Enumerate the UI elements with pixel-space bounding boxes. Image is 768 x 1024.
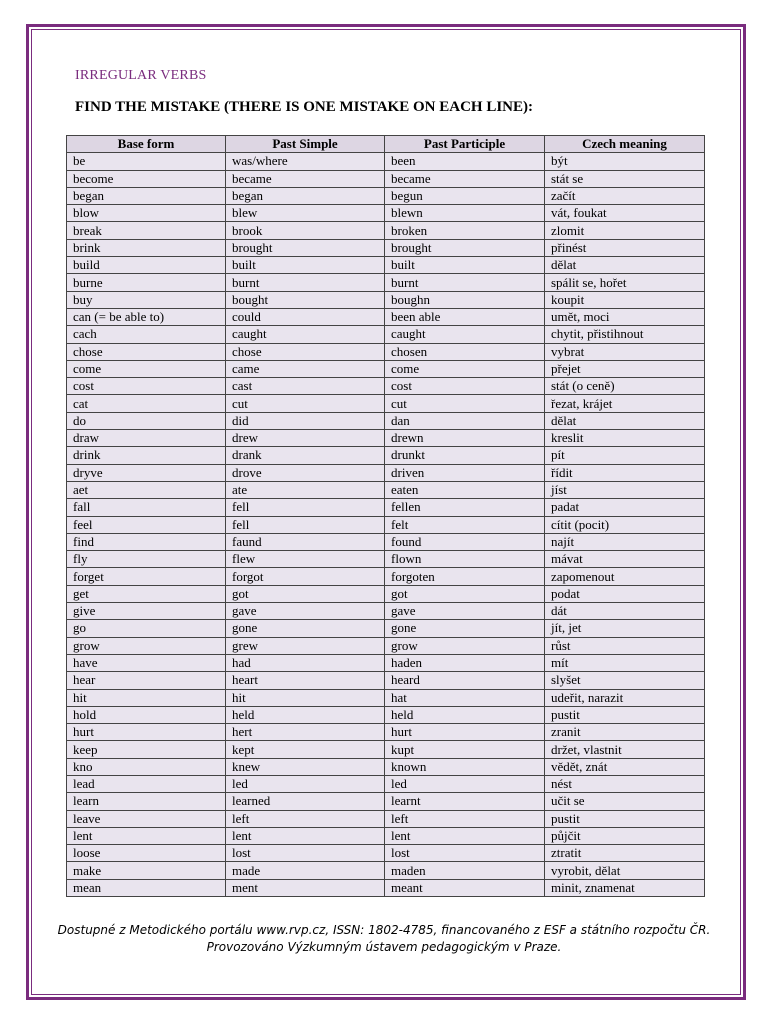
cell-base-form: fly — [67, 551, 226, 568]
cell-czech-meaning: držet, vlastnit — [545, 741, 705, 758]
cell-past-simple: left — [226, 810, 385, 827]
cell-czech-meaning: slyšet — [545, 672, 705, 689]
table-row — [67, 810, 705, 827]
cell-czech-meaning: řezat, krájet — [545, 395, 705, 412]
cell-past-participle: maden — [385, 862, 545, 879]
cell-czech-meaning: zranit — [545, 724, 705, 741]
cell-past-simple: learned — [226, 793, 385, 810]
column-header-past-participle: Past Participle — [385, 136, 545, 153]
table-row — [67, 845, 705, 862]
cell-past-simple: led — [226, 775, 385, 792]
cell-base-form: cat — [67, 395, 226, 412]
cell-past-participle: forgoten — [385, 568, 545, 585]
cell-past-simple: began — [226, 187, 385, 204]
cell-past-simple: came — [226, 360, 385, 377]
table-row — [67, 360, 705, 377]
cell-czech-meaning: učit se — [545, 793, 705, 810]
cell-past-participle: blewn — [385, 205, 545, 222]
cell-past-participle: kupt — [385, 741, 545, 758]
cell-past-simple: drove — [226, 464, 385, 481]
cell-past-simple: ate — [226, 481, 385, 498]
table-row — [67, 464, 705, 481]
cell-czech-meaning: přinést — [545, 239, 705, 256]
cell-past-simple: held — [226, 706, 385, 723]
table-row — [67, 378, 705, 395]
table-row — [67, 654, 705, 671]
cell-past-simple: gave — [226, 603, 385, 620]
cell-czech-meaning: začít — [545, 187, 705, 204]
cell-czech-meaning: padat — [545, 499, 705, 516]
cell-past-participle: got — [385, 585, 545, 602]
cell-past-participle: hurt — [385, 724, 545, 741]
cell-past-simple: drew — [226, 430, 385, 447]
cell-base-form: learn — [67, 793, 226, 810]
cell-past-participle: fellen — [385, 499, 545, 516]
cell-past-participle: broken — [385, 222, 545, 239]
column-header-past-simple: Past Simple — [226, 136, 385, 153]
cell-base-form: break — [67, 222, 226, 239]
cell-base-form: leave — [67, 810, 226, 827]
table-row — [67, 862, 705, 879]
cell-czech-meaning: řídit — [545, 464, 705, 481]
cell-base-form: mean — [67, 879, 226, 896]
cell-czech-meaning: podat — [545, 585, 705, 602]
cell-czech-meaning: chytit, přistihnout — [545, 326, 705, 343]
cell-past-simple: made — [226, 862, 385, 879]
table-row — [67, 153, 705, 170]
table-row — [67, 551, 705, 568]
cell-base-form: find — [67, 533, 226, 550]
table-row — [67, 187, 705, 204]
cell-past-simple: caught — [226, 326, 385, 343]
cell-past-participle: led — [385, 775, 545, 792]
table-row — [67, 620, 705, 637]
cell-czech-meaning: dělat — [545, 412, 705, 429]
cell-past-participle: built — [385, 257, 545, 274]
cell-base-form: draw — [67, 430, 226, 447]
cell-czech-meaning: zlomit — [545, 222, 705, 239]
cell-czech-meaning: spálit se, hořet — [545, 274, 705, 291]
cell-past-simple: ment — [226, 879, 385, 896]
cell-base-form: hit — [67, 689, 226, 706]
cell-czech-meaning: růst — [545, 637, 705, 654]
cell-base-form: dryve — [67, 464, 226, 481]
cell-past-simple: hert — [226, 724, 385, 741]
cell-past-participle: found — [385, 533, 545, 550]
cell-past-simple: brook — [226, 222, 385, 239]
cell-past-participle: grow — [385, 637, 545, 654]
table-row — [67, 879, 705, 896]
cell-czech-meaning: udeřit, narazit — [545, 689, 705, 706]
table-row — [67, 274, 705, 291]
cell-base-form: drink — [67, 447, 226, 464]
cell-czech-meaning: kreslit — [545, 430, 705, 447]
cell-past-simple: drank — [226, 447, 385, 464]
cell-base-form: lead — [67, 775, 226, 792]
cell-past-simple: heart — [226, 672, 385, 689]
table-row — [67, 533, 705, 550]
cell-past-participle: chosen — [385, 343, 545, 360]
column-header-base-form: Base form — [67, 136, 226, 153]
cell-base-form: hold — [67, 706, 226, 723]
cell-base-form: feel — [67, 516, 226, 533]
cell-past-simple: hit — [226, 689, 385, 706]
table-row — [67, 585, 705, 602]
cell-czech-meaning: stát se — [545, 170, 705, 187]
cell-past-participle: been able — [385, 308, 545, 325]
cell-czech-meaning: minit, znamenat — [545, 879, 705, 896]
table-row — [67, 291, 705, 308]
cell-past-participle: dan — [385, 412, 545, 429]
cell-past-participle: driven — [385, 464, 545, 481]
cell-base-form: loose — [67, 845, 226, 862]
cell-past-simple: was/where — [226, 153, 385, 170]
cell-past-simple: faund — [226, 533, 385, 550]
table-row — [67, 326, 705, 343]
table-row — [67, 205, 705, 222]
cell-past-simple: flew — [226, 551, 385, 568]
table-row — [67, 793, 705, 810]
cell-base-form: cach — [67, 326, 226, 343]
table-row — [67, 170, 705, 187]
table-row — [67, 343, 705, 360]
cell-czech-meaning: být — [545, 153, 705, 170]
cell-base-form: hear — [67, 672, 226, 689]
cell-base-form: build — [67, 257, 226, 274]
cell-past-participle: lost — [385, 845, 545, 862]
table-row — [67, 499, 705, 516]
table-row — [67, 758, 705, 775]
cell-past-participle: hat — [385, 689, 545, 706]
cell-base-form: grow — [67, 637, 226, 654]
table-row — [67, 430, 705, 447]
cell-past-simple: gone — [226, 620, 385, 637]
table-row — [67, 724, 705, 741]
table-row — [67, 308, 705, 325]
cell-past-simple: became — [226, 170, 385, 187]
cell-base-form: aet — [67, 481, 226, 498]
cell-base-form: give — [67, 603, 226, 620]
cell-past-participle: heard — [385, 672, 545, 689]
cell-czech-meaning: dělat — [545, 257, 705, 274]
cell-past-participle: caught — [385, 326, 545, 343]
table-row — [67, 481, 705, 498]
cell-past-simple: forgot — [226, 568, 385, 585]
cell-past-simple: cast — [226, 378, 385, 395]
table-row — [67, 257, 705, 274]
table-row — [67, 395, 705, 412]
cell-czech-meaning: stát (o ceně) — [545, 378, 705, 395]
cell-czech-meaning: koupit — [545, 291, 705, 308]
cell-past-participle: flown — [385, 551, 545, 568]
cell-base-form: buy — [67, 291, 226, 308]
column-header-czech-meaning: Czech meaning — [545, 136, 705, 153]
table-row — [67, 706, 705, 723]
cell-past-participle: learnt — [385, 793, 545, 810]
cell-past-simple: could — [226, 308, 385, 325]
cell-past-participle: been — [385, 153, 545, 170]
cell-base-form: began — [67, 187, 226, 204]
cell-base-form: have — [67, 654, 226, 671]
cell-past-participle: meant — [385, 879, 545, 896]
cell-base-form: forget — [67, 568, 226, 585]
cell-czech-meaning: přejet — [545, 360, 705, 377]
cell-czech-meaning: pít — [545, 447, 705, 464]
table-row — [67, 637, 705, 654]
cell-past-participle: come — [385, 360, 545, 377]
cell-base-form: chose — [67, 343, 226, 360]
cell-base-form: brink — [67, 239, 226, 256]
cell-czech-meaning: vát, foukat — [545, 205, 705, 222]
cell-past-simple: did — [226, 412, 385, 429]
table-body — [67, 153, 705, 897]
cell-past-simple: built — [226, 257, 385, 274]
cell-czech-meaning: nést — [545, 775, 705, 792]
cell-czech-meaning: mít — [545, 654, 705, 671]
cell-past-participle: brought — [385, 239, 545, 256]
table-header-row — [67, 136, 705, 153]
cell-czech-meaning: dát — [545, 603, 705, 620]
cell-base-form: do — [67, 412, 226, 429]
cell-past-simple: lost — [226, 845, 385, 862]
cell-past-participle: lent — [385, 827, 545, 844]
irregular-verbs-table — [66, 135, 705, 897]
cell-past-participle: begun — [385, 187, 545, 204]
cell-base-form: become — [67, 170, 226, 187]
cell-past-participle: held — [385, 706, 545, 723]
cell-base-form: be — [67, 153, 226, 170]
table-row — [67, 741, 705, 758]
footer-publisher-line: Provozováno Výzkumným ústavem pedagogickým v Praze. — [206, 940, 562, 954]
cell-past-simple: burnt — [226, 274, 385, 291]
cell-past-participle: drunkt — [385, 447, 545, 464]
cell-czech-meaning: vědět, znát — [545, 758, 705, 775]
cell-base-form: lent — [67, 827, 226, 844]
cell-base-form: make — [67, 862, 226, 879]
cell-past-simple: fell — [226, 499, 385, 516]
cell-past-participle: cost — [385, 378, 545, 395]
cell-czech-meaning: pustit — [545, 706, 705, 723]
cell-past-simple: blew — [226, 205, 385, 222]
cell-base-form: blow — [67, 205, 226, 222]
table-row — [67, 239, 705, 256]
table-row — [67, 603, 705, 620]
cell-base-form: cost — [67, 378, 226, 395]
cell-past-simple: got — [226, 585, 385, 602]
footer-source-line: Dostupné z Metodického portálu www.rvp.cz, ISSN: 1802-4785, financovaného z ESF a státního rozpočtu ČR. — [57, 923, 711, 937]
exercise-instruction: FIND THE MISTAKE (THERE IS ONE MISTAKE ON EACH LINE): — [75, 99, 533, 115]
cell-past-participle: boughn — [385, 291, 545, 308]
cell-base-form: can (= be able to) — [67, 308, 226, 325]
cell-past-simple: knew — [226, 758, 385, 775]
table-row — [67, 447, 705, 464]
cell-czech-meaning: najít — [545, 533, 705, 550]
cell-past-simple: kept — [226, 741, 385, 758]
cell-czech-meaning: cítit (pocit) — [545, 516, 705, 533]
cell-past-simple: had — [226, 654, 385, 671]
cell-base-form: get — [67, 585, 226, 602]
document-title: IRREGULAR VERBS — [75, 68, 207, 83]
cell-past-simple: bought — [226, 291, 385, 308]
cell-base-form: keep — [67, 741, 226, 758]
cell-czech-meaning: půjčit — [545, 827, 705, 844]
table-row — [67, 827, 705, 844]
cell-czech-meaning: vybrat — [545, 343, 705, 360]
cell-base-form: fall — [67, 499, 226, 516]
cell-past-participle: known — [385, 758, 545, 775]
cell-base-form: come — [67, 360, 226, 377]
cell-past-simple: brought — [226, 239, 385, 256]
cell-czech-meaning: pustit — [545, 810, 705, 827]
cell-past-participle: burnt — [385, 274, 545, 291]
cell-past-participle: gave — [385, 603, 545, 620]
cell-base-form: burne — [67, 274, 226, 291]
cell-past-participle: eaten — [385, 481, 545, 498]
cell-past-simple: fell — [226, 516, 385, 533]
cell-base-form: kno — [67, 758, 226, 775]
table-row — [67, 516, 705, 533]
cell-past-participle: felt — [385, 516, 545, 533]
cell-czech-meaning: ztratit — [545, 845, 705, 862]
cell-base-form: hurt — [67, 724, 226, 741]
cell-czech-meaning: jíst — [545, 481, 705, 498]
cell-past-participle: left — [385, 810, 545, 827]
table-row — [67, 222, 705, 239]
cell-past-simple: chose — [226, 343, 385, 360]
cell-czech-meaning: mávat — [545, 551, 705, 568]
table-row — [67, 689, 705, 706]
cell-past-participle: gone — [385, 620, 545, 637]
table-row — [67, 775, 705, 792]
cell-past-participle: drewn — [385, 430, 545, 447]
cell-czech-meaning: vyrobit, dělat — [545, 862, 705, 879]
cell-czech-meaning: umět, moci — [545, 308, 705, 325]
cell-past-simple: lent — [226, 827, 385, 844]
table-row — [67, 568, 705, 585]
cell-past-simple: cut — [226, 395, 385, 412]
cell-past-participle: haden — [385, 654, 545, 671]
table-row — [67, 412, 705, 429]
table-row — [67, 672, 705, 689]
cell-past-simple: grew — [226, 637, 385, 654]
cell-czech-meaning: jít, jet — [545, 620, 705, 637]
cell-past-participle: cut — [385, 395, 545, 412]
cell-czech-meaning: zapomenout — [545, 568, 705, 585]
cell-past-participle: became — [385, 170, 545, 187]
cell-base-form: go — [67, 620, 226, 637]
